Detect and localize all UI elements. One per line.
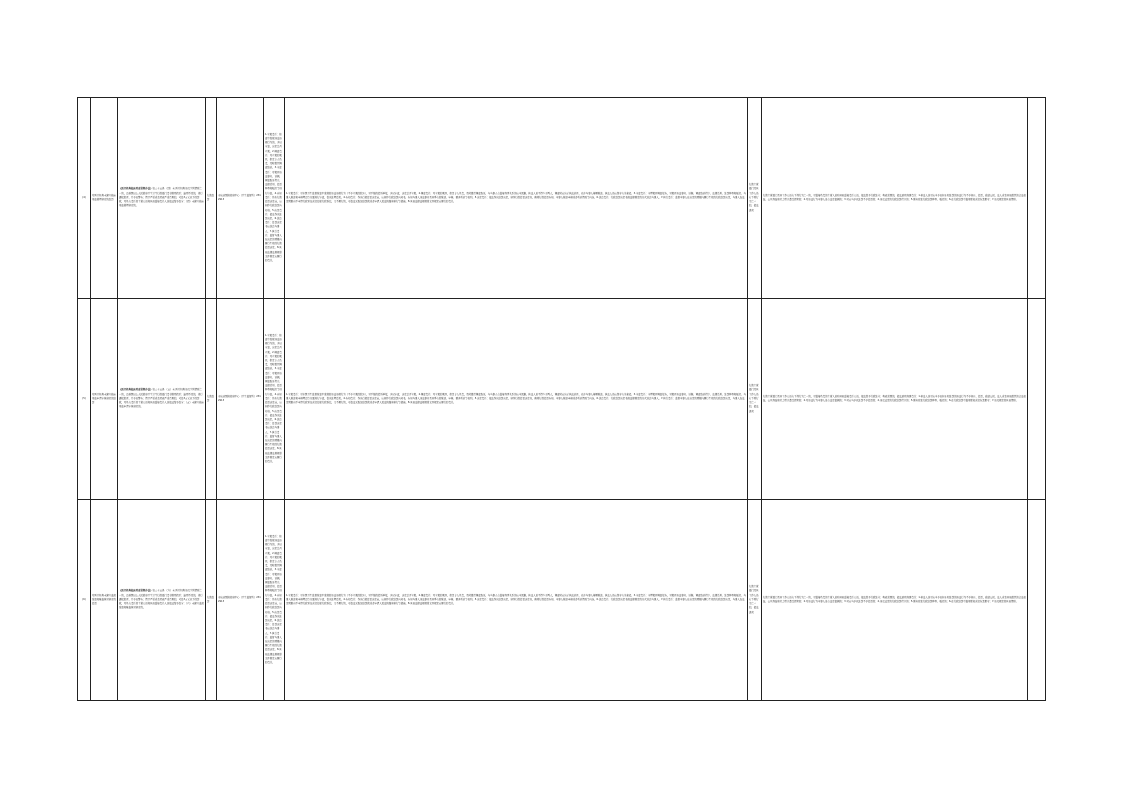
accountability-details: 行政主管部门及其工作人员有下列行为之一的，对直接负责的主管人员和其他直接责任人员，依法给予行政处分；构成犯罪的，依法追究刑事责任：1.执法人员对应当予以制止和处罚的违法行为不予制止、处罚，致使公民、法人或者其他组织的合法权益、公共利益和社会秩序遭受损害的；2.对违法行为当事人没有法定依据的；3.对应当予以处罚不予处罚的；4.违反法定的行政处罚程序的；5.擅自改变行政处罚种类、幅度的；6.在行政处罚中滥用职权或者玩忽职守；7.违反规定的其他情形。 (762, 500, 1028, 701)
law-title: 《医疗机构临床用血管理办法》 (119, 388, 153, 392)
responsible-dept: 市疾病预防控制中心（卫生监督所）2312913 (217, 98, 264, 299)
legal-basis (118, 98, 206, 299)
item-type: 行政处罚 (206, 500, 217, 701)
row-number: (6) (78, 500, 91, 701)
duty-details: 1.立案责任：对市级卫生监督检查中发现的违法违规行为（不予立案的除外），对不服的投诉举报，予以审查，决定是否立案。2.调查责任：对立案的案件，指定专人负责，及时组织调查取证，与当事人有直接利害关系的应当回避。执法人员不得少于两人，调查时应出示执法证件，允许当事人辩解陈述。执法人员应保守有关秘密。3.审查责任：审理案件调查报告，对案件违法事实、证据、调查取证程序、法律适用、处罚种类和幅度、当事人陈述和申辩理由等方面进行审查，提出处理意见。4.告知责任：作出行政处罚决定前，应制作行政处罚告知书，告知当事人违法事实及其享有的陈述、申辩、要求听证等权利。5.决定责任：依法作出处罚决定，制作行政处罚决定书，载明行政处罚告知、当事人陈述申辩或者听证情况等内容。6.送达责任：行政处罚决定书按法律规定的方式送达当事人。7.执行责任：监督当事人在决定的期限内履行生效的行政处罚决定，当事人在法定期限内不申请行政复议或者提起行政诉讼，又不履行的，可依法采取加处罚款或者申请人民法院强制执行等措施。8.其他法律法规规章文件规定应履行的责任。 (285, 299, 748, 500)
row-number: (4) (78, 98, 91, 299)
duty-summary: 1.立案责任：检查中发现违法违规行为的，予以审查，决定是否立案。2.调查责任：对立案的案件，指定专人负责，及时组织调查取证。3.审查责任：对案件违法事实、证据、调查取证程序、法律适用、处罚种类和幅度等进行审查。4.告知责任：作出行政处罚决定前，应制作行政处罚告知书。5.决定责任：依法作出处罚决定。6.送达责任：处罚决定书应送达当事人。7.执行责任：监督当事人在决定的期限内履行生效的行政处罚决定。8.其他法律法规规章文件规定应履行的责任。 (264, 98, 285, 299)
accountability-head: 行政主管部门及其工作人员有下列行为之一的，依法追究 (748, 500, 762, 701)
legal-basis (118, 299, 206, 500)
responsible-dept: 市疾病预防控制中心（卫生监督所）2312913 (217, 500, 264, 701)
law-text: 第三十五条 （四）未 医疗机构违反下列情形之一的，由县级以上人民政府卫生计生行政部门责令限期改正；逾期不改的，进行通报批评，并予以警告；情节严重或者造成严重后果的，可处3万元以下的罚款，对负有责任的主管人员和其他直接责任人员依法给予处分：（四）未建立临床用血管理制度的。 (119, 187, 204, 208)
note (1028, 500, 1046, 701)
duty-summary: 1.立案责任：检查中发现违法违规行为的，予以审查，决定是否立案。2.调查责任：对立案的案件，指定专人负责，及时组织调查取证。3.审查责任：对案件违法事实、证据、调查取证程序、法律适用、处罚种类和幅度等进行审查。4.告知责任：作出行政处罚决定前，应制作行政处罚告知书。5.决定责任：依法作出处罚决定。6.送达责任：处罚决定书应送达当事人。7.执行责任：监督当事人在决定的期限内履行生效的行政处罚决定。8.其他法律法规规章文件规定应履行的责任。 (264, 299, 285, 500)
responsibility-table (77, 97, 1046, 701)
item-type: 行政处罚 (206, 299, 217, 500)
duty-summary: 1.立案责任：检查中发现违法违规行为的，予以审查，决定是否立案。2.调查责任：对立案的案件，指定专人负责，及时组织调查取证。3.审查责任：对案件违法事实、证据、调查取证程序、法律适用、处罚种类和幅度等进行审查。4.告知责任：作出行政处罚决定前，应制作行政处罚告知书。5.决定责任：依法作出处罚决定。6.送达责任：处罚决定书应送达当事人。7.执行责任：监督当事人在决定的期限内履行生效的行政处罚决定。8.其他法律法规规章文件规定应履行的责任。 (264, 500, 285, 701)
responsible-dept: 市疾病预防控制中心（卫生监督所）2312913 (217, 299, 264, 500)
item-name: 对医疗机构未建立血液发放和输血核对制度的处罚 (91, 500, 118, 701)
table-row (78, 299, 1046, 500)
accountability-head: 行政主管部门及其工作人员有下列行为之一的，依法追究 (748, 98, 762, 299)
legal-basis (118, 500, 206, 701)
table-row (78, 500, 1046, 701)
accountability-head: 行政主管部门及其工作人员有下列行为之一的，依法追究 (748, 299, 762, 500)
row-number: (5) (78, 299, 91, 500)
duty-details: 1.立案责任：对市级卫生监督检查中发现的违法违规行为（不予立案的除外），对不服的投诉举报，予以审查，决定是否立案。2.调查责任：对立案的案件，指定专人负责，及时组织调查取证，与当事人有直接利害关系的应当回避。执法人员不得少于两人，调查时应出示执法证件，允许当事人辩解陈述。执法人员应保守有关秘密。3.审查责任：审理案件调查报告，对案件违法事实、证据、调查取证程序、法律适用、处罚种类和幅度、当事人陈述和申辩理由等方面进行审查，提出处理意见。4.告知责任：作出行政处罚决定前，应制作行政处罚告知书，告知当事人违法事实及其享有的陈述、申辩、要求听证等权利。5.决定责任：依法作出处罚决定，制作行政处罚决定书，载明行政处罚告知、当事人陈述申辩或者听证情况等内容。6.送达责任：行政处罚决定书按法律规定的方式送达当事人。7.执行责任：监督当事人在决定的期限内履行生效的行政处罚决定，当事人在法定期限内不申请行政复议或者提起行政诉讼，又不履行的，可依法采取加处罚款或者申请人民法院强制执行等措施。8.其他法律法规规章文件规定应履行的责任。 (285, 98, 748, 299)
item-name: 对医疗机构未建立临床用血管理制度的处罚 (91, 98, 118, 299)
accountability-details: 行政主管部门及其工作人员有下列行为之一的，对直接负责的主管人员和其他直接责任人员，依法给予行政处分；构成犯罪的，依法追究刑事责任：1.执法人员对应当予以制止和处罚的违法行为不予制止、处罚，致使公民、法人或者其他组织的合法权益、公共利益和社会秩序遭受损害的；2.对违法行为当事人没有法定依据的；3.对应当予以处罚不予处罚的；4.违反法定的行政处罚程序的；5.擅自改变行政处罚种类、幅度的；6.在行政处罚中滥用职权或者玩忽职守；7.违反规定的其他情形。 (762, 299, 1028, 500)
note (1028, 299, 1046, 500)
law-text: 第三十五条 （五）未 医疗机构违反下列情形之一的，由县级以上人民政府卫生计生行政部门责令限期改正；逾期不改的，进行通报批评，并予以警告；情节严重或者造成严重后果的，可处3万元以下的罚款，对负有责任的主管人员和其他直接责任人员依法给予处分：（五）未建立临床用血申请审核制度的。 (119, 388, 204, 409)
law-text: 第三十五条 （六）未 医疗机构违反下列情形之一的，由县级以上人民政府卫生计生行政部门责令限期改正；逾期不改的，进行通报批评，并予以警告；情节严重或者造成严重后果的，可处3万元以下的罚款，对负有责任的主管人员和其他直接责任人员依法给予处分：（六）未建立血液发放和输血核对制度的。 (119, 589, 204, 610)
note (1028, 98, 1046, 299)
item-type: 行政处罚 (206, 98, 217, 299)
accountability-details: 行政主管部门及其工作人员有下列行为之一的，对直接负责的主管人员和其他直接责任人员，依法给予行政处分；构成犯罪的，依法追究刑事责任：1.执法人员对应当予以制止和处罚的违法行为不予制止、处罚，致使公民、法人或者其他组织的合法权益、公共利益和社会秩序遭受损害的；2.对违法行为当事人没有法定依据的；3.对应当予以处罚不予处罚的；4.违反法定的行政处罚程序的；5.擅自改变行政处罚种类、幅度的；6.在行政处罚中滥用职权或者玩忽职守；7.违反规定的其他情形。 (762, 98, 1028, 299)
item-name: 对医疗机构未建立临床用血申请审核制度的处罚 (91, 299, 118, 500)
law-title: 《医疗机构临床用血管理办法》 (119, 589, 153, 593)
law-title: 《医疗机构临床用血管理办法》 (119, 187, 153, 191)
table-row (78, 98, 1046, 299)
duty-details: 1.立案责任：对市级卫生监督检查中发现的违法违规行为（不予立案的除外），对不服的投诉举报，予以审查，决定是否立案。2.调查责任：对立案的案件，指定专人负责，及时组织调查取证，与当事人有直接利害关系的应当回避。执法人员不得少于两人，调查时应出示执法证件，允许当事人辩解陈述。执法人员应保守有关秘密。3.审查责任：审理案件调查报告，对案件违法事实、证据、调查取证程序、法律适用、处罚种类和幅度、当事人陈述和申辩理由等方面进行审查，提出处理意见。4.告知责任：作出行政处罚决定前，应制作行政处罚告知书，告知当事人违法事实及其享有的陈述、申辩、要求听证等权利。5.决定责任：依法作出处罚决定，制作行政处罚决定书，载明行政处罚告知、当事人陈述申辩或者听证情况等内容。6.送达责任：行政处罚决定书按法律规定的方式送达当事人。7.执行责任：监督当事人在决定的期限内履行生效的行政处罚决定，当事人在法定期限内不申请行政复议或者提起行政诉讼，又不履行的，可依法采取加处罚款或者申请人民法院强制执行等措施。8.其他法律法规规章文件规定应履行的责任。 (285, 500, 748, 701)
